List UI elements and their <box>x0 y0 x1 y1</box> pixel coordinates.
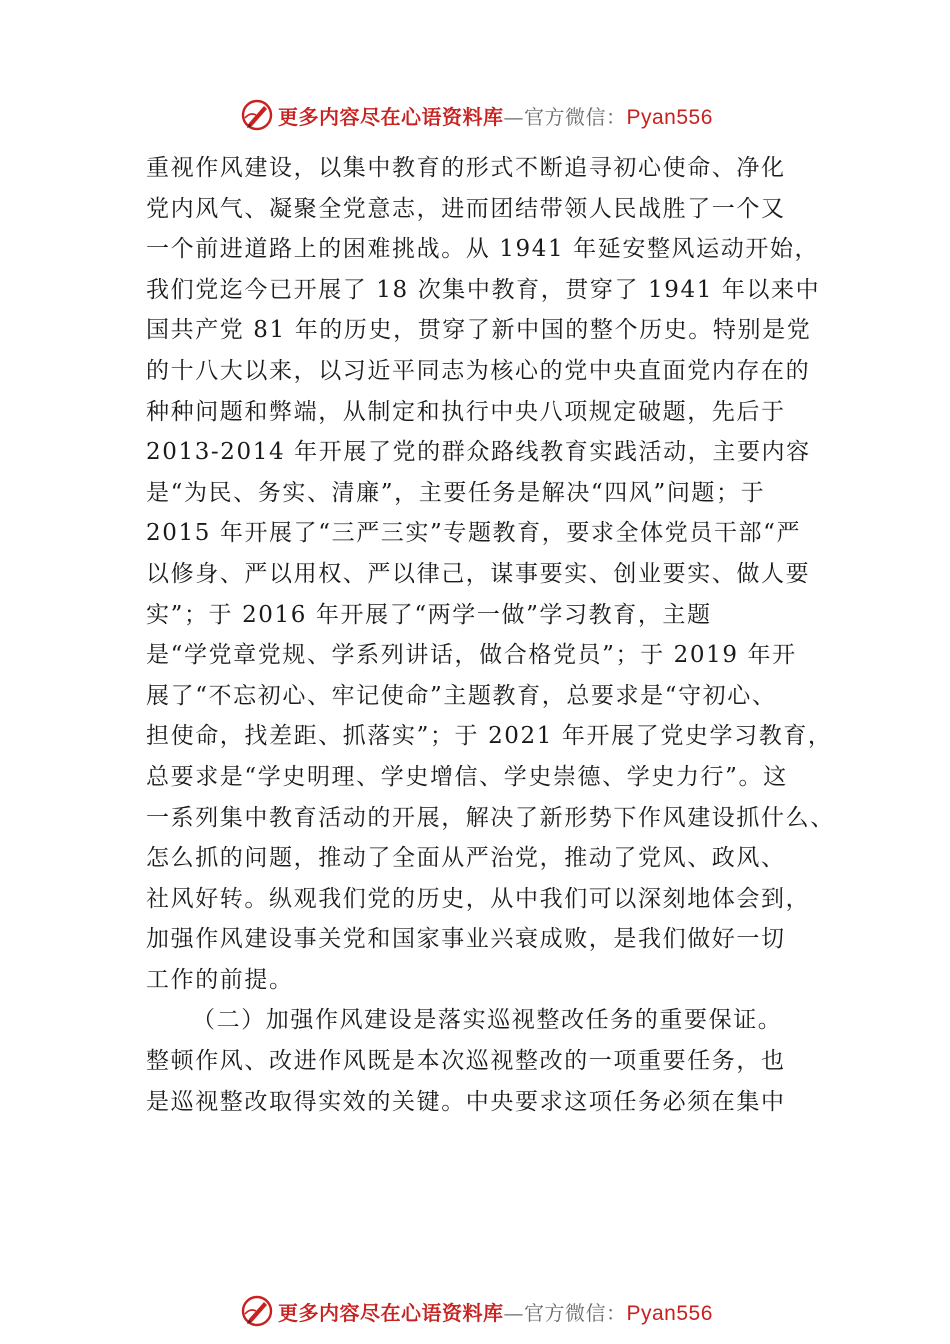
body-line: 一系列集中教育活动的开展，解决了新形势下作风建设抓什么、 <box>146 804 835 831</box>
body-line: 的十八大以来，以习近平同志为核心的党中央直面党内存在的 <box>146 357 811 384</box>
body-line: 种种问题和弊端，从制定和执行中央八项规定破题，先后于 <box>146 398 786 425</box>
body-line: 怎么抓的问题，推动了全面从严治党，推动了党风、政风、 <box>146 845 786 872</box>
body-line: 是“为民、务实、清廉”，主要任务是解决“四风”问题；于 <box>146 479 766 506</box>
body-line: 2013-2014 年开展了党的群众路线教育实践活动，主要内容 <box>146 439 811 466</box>
header-label: 官方微信： <box>524 104 627 129</box>
document-body <box>146 148 836 1122</box>
body-line: 总要求是“学史明理、学史增信、学史崇德、学史力行”。这 <box>146 763 788 790</box>
body-line: 党内风气、凝聚全党意志，进而团结带领人民战胜了一个又 <box>146 195 786 222</box>
footer-brand-text: 更多内容尽在心语资料库 <box>278 1300 504 1325</box>
body-line: 我们党迄今已开展了 18 次集中教育，贯穿了 1941 年以来中 <box>146 276 821 303</box>
body-line: 是巡视整改取得实效的关键。中央要求这项任务必须在集中 <box>146 1088 786 1115</box>
body-line: 国共产党 81 年的历史，贯穿了新中国的整个历史。特别是党 <box>146 317 812 344</box>
pen-logo-icon <box>240 98 274 132</box>
section-heading: （二）加强作风建设是落实巡视整改任务的重要保证。 <box>192 1007 783 1034</box>
body-line: 工作的前提。 <box>146 966 294 993</box>
body-line: 加强作风建设事关党和国家事业兴衰成败，是我们做好一切 <box>146 926 786 953</box>
header-brand-text: 更多内容尽在心语资料库 <box>278 104 504 129</box>
header-account: Pyan556 <box>626 105 713 129</box>
header-dash: — <box>503 104 524 129</box>
body-line: 整顿作风、改进作风既是本次巡视整改的一项重要任务，也 <box>146 1048 786 1075</box>
header-banner <box>240 98 713 132</box>
footer-account: Pyan556 <box>626 1301 713 1325</box>
body-line: 2015 年开展了“三严三实”专题教育，要求全体党员干部“严 <box>146 520 802 547</box>
body-line: 实”；于 2016 年开展了“两学一做”学习教育，主题 <box>146 601 712 628</box>
body-line: 重视作风建设，以集中教育的形式不断追寻初心使命、净化 <box>146 155 786 181</box>
footer-dash: — <box>503 1300 524 1325</box>
pen-logo-icon <box>240 1294 274 1328</box>
footer-label: 官方微信： <box>524 1300 627 1325</box>
body-line: 是“学党章党规、学系列讲话，做合格党员”；于 2019 年开 <box>146 642 797 669</box>
body-line: 以修身、严以用权、严以律己，谋事要实、创业要实、做人要 <box>146 560 811 587</box>
body-line: 社风好转。纵观我们党的历史，从中我们可以深刻地体会到， <box>146 885 811 912</box>
footer-banner <box>240 1294 713 1328</box>
body-line: 展了“不忘初心、牢记使命”主题教育，总要求是“守初心、 <box>146 682 777 709</box>
body-line: 一个前进道路上的困难挑战。从 1941 年延安整风运动开始， <box>146 236 820 263</box>
body-line: 担使命，找差距、抓落实”；于 2021 年开展了党史学习教育， <box>146 723 833 750</box>
